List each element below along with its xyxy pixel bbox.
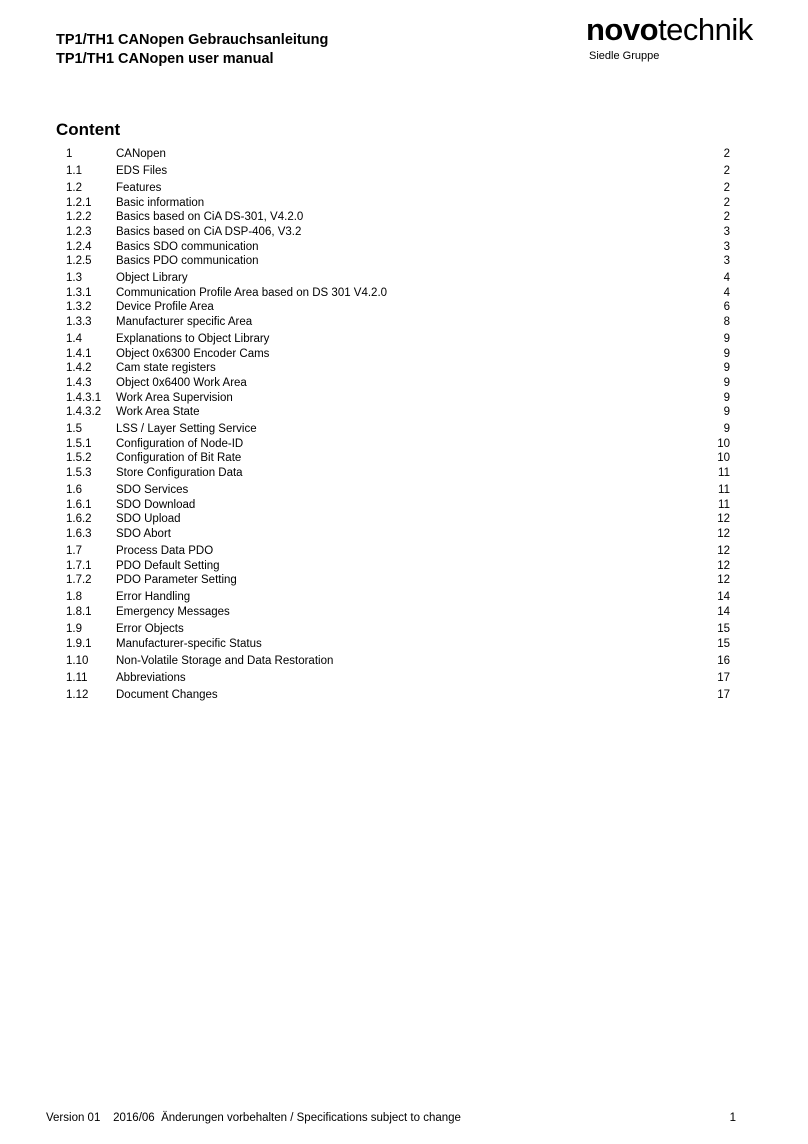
toc-entry-title: Work Area Supervision (116, 391, 233, 404)
toc-entry-number: 1.6.3 (66, 527, 92, 540)
company-logo (586, 14, 766, 62)
toc-entry-number: 1.7 (66, 544, 82, 557)
toc-entry-number: 1.5 (66, 423, 82, 436)
toc-entry-page: 2 (723, 211, 730, 224)
toc-entry-number: 1.6 (66, 484, 82, 497)
toc-entry[interactable] (66, 544, 730, 559)
toc-entry-page: 15 (717, 637, 730, 650)
logo-wordmark (586, 14, 766, 46)
document-title-german: TP1/TH1 CANopen Gebrauchsanleitung (56, 32, 329, 48)
toc-entry[interactable] (66, 605, 730, 620)
toc-entry[interactable] (66, 240, 730, 255)
toc-entry[interactable] (66, 688, 730, 703)
toc-entry[interactable] (66, 622, 730, 637)
toc-entry-title: Abbreviations (116, 671, 186, 684)
toc-entry-number: 1.8 (66, 591, 82, 604)
toc-entry[interactable] (66, 376, 730, 391)
toc-entry-number: 1.3.2 (66, 301, 92, 314)
toc-entry-page: 9 (723, 333, 730, 346)
toc-entry-page: 10 (717, 437, 730, 450)
toc-entry-title: Store Configuration Data (116, 466, 243, 479)
toc-entry-number: 1.4 (66, 333, 82, 346)
toc-entry-title: Emergency Messages (116, 605, 230, 618)
toc-entry[interactable] (66, 225, 730, 240)
toc-entry-page: 2 (723, 182, 730, 195)
toc-entry-page: 12 (717, 544, 730, 557)
toc-entry-page: 2 (723, 148, 730, 160)
toc-entry-number: 1.1 (66, 165, 82, 178)
toc-entry-number: 1.2.3 (66, 225, 92, 238)
toc-entry-number: 1.8.1 (66, 605, 92, 618)
toc-entry-title: Document Changes (116, 688, 218, 701)
toc-entry-number: 1.7.2 (66, 574, 92, 587)
toc-entry-page: 11 (718, 484, 730, 497)
toc-entry-page: 3 (723, 225, 730, 238)
toc-entry-page: 10 (717, 452, 730, 465)
toc-entry-title: Device Profile Area (116, 301, 214, 314)
toc-entry-title: SDO Abort (116, 527, 171, 540)
toc-entry-page: 3 (723, 255, 730, 268)
toc-entry-page: 9 (723, 423, 730, 436)
toc-entry-title: Error Handling (116, 591, 191, 604)
toc-entry-page: 12 (717, 527, 730, 540)
toc-entry-title: Basics based on CiA DS-301, V4.2.0 (116, 211, 304, 224)
toc-entry-page: 12 (717, 559, 730, 572)
toc-entry-title: Configuration of Node-ID (116, 437, 244, 450)
toc-entry-title: EDS Files (116, 165, 168, 178)
toc-entry-page: 9 (723, 347, 730, 360)
toc-entry[interactable] (66, 181, 730, 196)
toc-entry-number: 1.9.1 (66, 637, 92, 650)
toc-entry[interactable] (66, 559, 730, 574)
toc-entry-number: 1.2 (66, 182, 82, 195)
toc-entry-page: 12 (717, 574, 730, 587)
toc-entry[interactable] (66, 466, 730, 481)
toc-entry[interactable] (66, 498, 730, 513)
toc-entry-number: 1.5.1 (66, 437, 92, 450)
logo-light-part: technik (658, 12, 753, 47)
toc-entry-number: 1.3.1 (66, 286, 92, 299)
toc-entry-page: 14 (717, 591, 730, 604)
toc-entry-page: 12 (717, 513, 730, 526)
toc-entry[interactable] (66, 300, 730, 315)
toc-entry[interactable] (66, 637, 730, 652)
document-title-english: TP1/TH1 CANopen user manual (56, 51, 274, 67)
toc-entry[interactable] (66, 573, 730, 588)
toc-entry[interactable] (66, 512, 730, 527)
toc-entry-number: 1.4.2 (66, 362, 92, 375)
toc-entry-number: 1.4.1 (66, 347, 92, 360)
toc-entry-number: 1 (66, 148, 73, 160)
toc-entry-number: 1.5.3 (66, 466, 92, 479)
toc-entry-number: 1.2.2 (66, 211, 92, 224)
toc-entry-title: Basics based on CiA DSP-406, V3.2 (116, 225, 302, 238)
toc-entry-title: Work Area State (116, 406, 200, 419)
toc-entry-title: Cam state registers (116, 362, 216, 375)
toc-entry-page: 9 (723, 391, 730, 404)
toc-entry[interactable] (66, 451, 730, 466)
toc-entry-title: SDO Services (116, 484, 189, 497)
toc-entry-page: 17 (717, 688, 730, 701)
toc-entry[interactable] (66, 361, 730, 376)
toc-entry[interactable] (66, 527, 730, 542)
toc-entry-page: 14 (717, 605, 730, 618)
logo-tagline: Siedle Gruppe (589, 50, 660, 62)
toc-entry-number: 1.3 (66, 272, 82, 285)
toc-entry-title: PDO Default Setting (116, 559, 220, 572)
toc-entry-title: Basic information (116, 196, 205, 209)
toc-entry-title: Basics SDO communication (116, 240, 259, 253)
toc-entry-page: 2 (723, 196, 730, 209)
toc-entry-title: SDO Upload (116, 513, 181, 526)
toc-entry-page: 9 (723, 406, 730, 419)
toc-entry-page: 6 (723, 301, 730, 314)
toc-entry[interactable] (66, 210, 730, 225)
toc-entry-title: SDO Download (116, 498, 196, 511)
toc-entry-page: 4 (723, 286, 730, 299)
toc-entry-number: 1.6.2 (66, 513, 92, 526)
toc-entry-number: 1.2.4 (66, 240, 92, 253)
toc-entry-title: Object 0x6400 Work Area (116, 376, 247, 389)
toc-entry-number: 1.6.1 (66, 498, 92, 511)
toc-entry-title: Manufacturer-specific Status (116, 637, 262, 650)
toc-entry-title: Communication Profile Area based on DS 301 V4.2.0 (116, 286, 388, 299)
toc-entry[interactable] (66, 391, 730, 406)
toc-entry-number: 1.2.1 (66, 196, 92, 209)
toc-entry[interactable] (66, 164, 730, 179)
toc-entry-page: 17 (717, 671, 730, 684)
toc-entry-number: 1.4.3.2 (66, 406, 102, 419)
toc-entry-number: 1.10 (66, 654, 89, 667)
toc-entry-page: 9 (723, 376, 730, 389)
toc-entry[interactable] (66, 437, 730, 452)
toc-entry-page: 15 (717, 622, 730, 635)
table-of-contents (66, 147, 730, 702)
toc-entry-title: Configuration of Bit Rate (116, 452, 242, 465)
toc-entry[interactable] (66, 196, 730, 211)
toc-entry-title: Manufacturer specific Area (116, 316, 253, 329)
toc-entry[interactable] (66, 315, 730, 330)
toc-entry[interactable] (66, 422, 730, 437)
toc-entry-number: 1.7.1 (66, 559, 92, 572)
toc-entry-title: Basics PDO communication (116, 255, 259, 268)
toc-entry[interactable] (66, 271, 730, 286)
toc-entry-number: 1.2.5 (66, 255, 92, 268)
toc-entry-title: Object 0x6300 Encoder Cams (116, 347, 270, 360)
toc-entry-number: 1.9 (66, 622, 82, 635)
toc-entry[interactable] (66, 347, 730, 362)
toc-entry-page: 9 (723, 362, 730, 375)
toc-entry-page: 16 (717, 654, 730, 667)
toc-entry-page: 4 (723, 272, 730, 285)
toc-entry-number: 1.4.3 (66, 376, 92, 389)
toc-entry-page: 8 (723, 316, 730, 329)
toc-entry-page: 3 (723, 240, 730, 253)
document-title-block (56, 31, 328, 69)
toc-entry[interactable] (66, 671, 730, 686)
toc-entry-page: 2 (723, 165, 730, 178)
toc-entry-title: Object Library (116, 272, 188, 285)
toc-entry[interactable] (66, 590, 730, 605)
toc-entry[interactable] (66, 483, 730, 498)
toc-entry-page: 11 (718, 466, 730, 479)
toc-entry[interactable] (66, 405, 730, 420)
toc-entry-title: Process Data PDO (116, 544, 214, 557)
toc-entry-number: 1.4.3.1 (66, 391, 102, 404)
logo-bold-part: novo (586, 12, 659, 47)
toc-entry-title: PDO Parameter Setting (116, 574, 237, 587)
toc-entry-title: Non-Volatile Storage and Data Restoration (116, 654, 334, 667)
toc-entry-number: 1.5.2 (66, 452, 92, 465)
toc-entry-page: 11 (718, 498, 730, 511)
toc-entry-number: 1.12 (66, 688, 89, 701)
toc-entry[interactable] (66, 147, 730, 162)
toc-entry-title: LSS / Layer Setting Service (116, 423, 257, 436)
toc-entry[interactable] (66, 332, 730, 347)
toc-entry-title: Explanations to Object Library (116, 333, 270, 346)
toc-entry-title: Error Objects (116, 622, 184, 635)
toc-entry-number: 1.11 (66, 671, 88, 684)
toc-entry[interactable] (66, 254, 730, 269)
toc-entry[interactable] (66, 286, 730, 301)
footer-page-number: 1 (729, 1112, 736, 1124)
toc-entry-number: 1.3.3 (66, 316, 92, 329)
toc-entry-title: Features (116, 182, 162, 195)
content-heading: Content (56, 120, 121, 139)
toc-entry[interactable] (66, 654, 730, 669)
toc-entry-title: CANopen (116, 148, 166, 160)
footer-text: Version 01 2016/06 Änderungen vorbehalten / Specifications subject to change (46, 1112, 461, 1124)
